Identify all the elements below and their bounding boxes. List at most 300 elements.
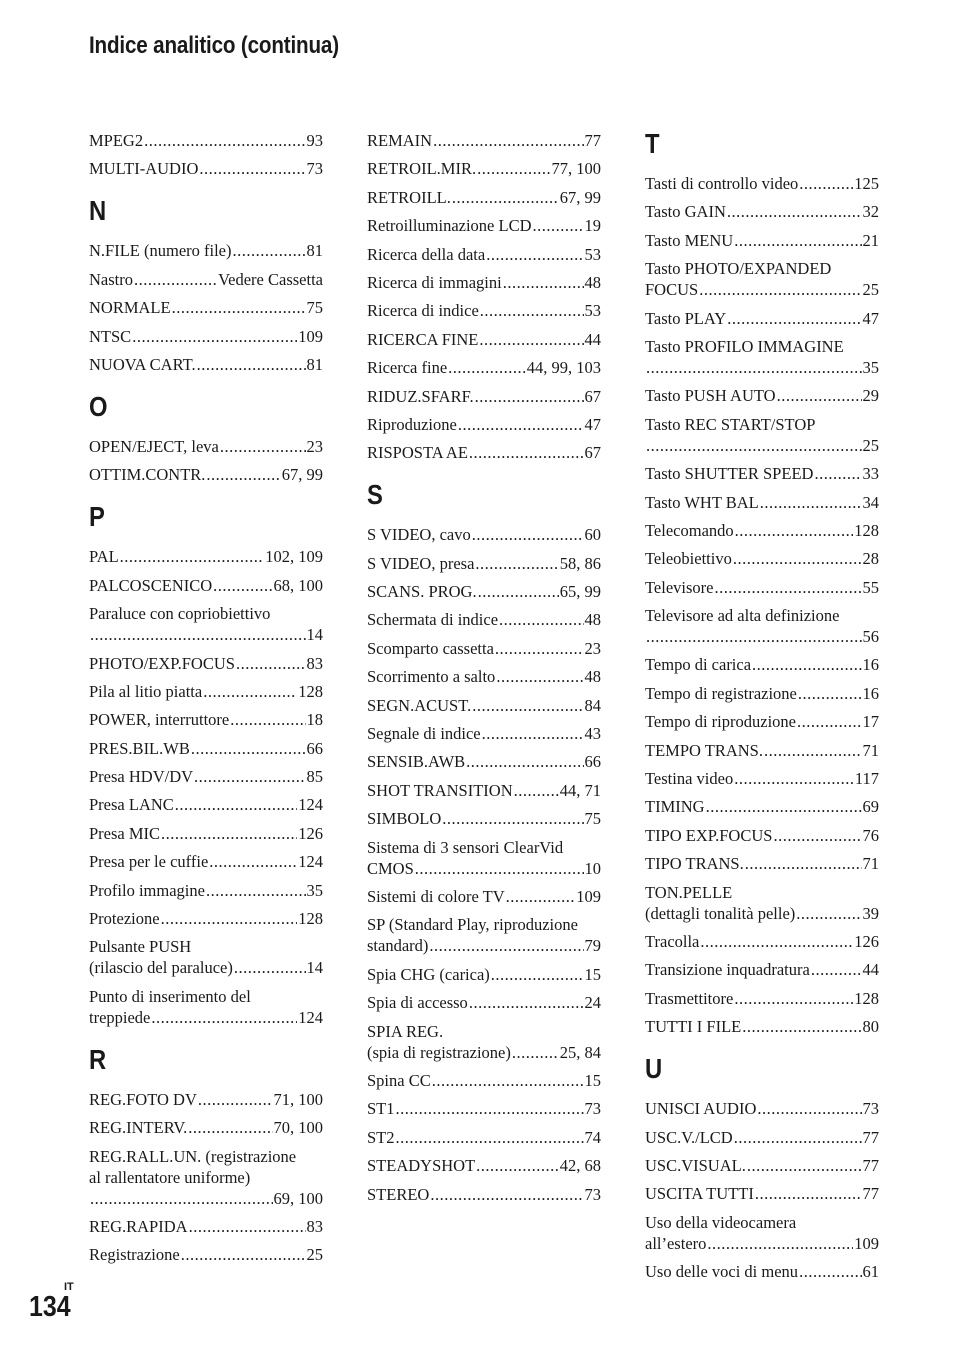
entry-page-ref: 124 [298, 852, 323, 872]
entry-page-ref: 14 [306, 958, 323, 978]
leader-dots [755, 1183, 862, 1204]
leader-dots [415, 858, 584, 879]
entry-page-ref: 47 [862, 308, 879, 328]
entry-text: Testina video [645, 769, 734, 789]
entry-page-ref: 25 [306, 1245, 323, 1265]
entry-page-ref: 19 [584, 216, 601, 236]
index-entry [367, 886, 601, 907]
entry-text: NTSC [89, 326, 132, 346]
entry-text: Presa LANC [89, 795, 174, 815]
index-section [89, 197, 323, 375]
entry-text: SCANS. PROG. [367, 582, 477, 602]
leader-dots [727, 308, 861, 329]
leader-dots [199, 158, 305, 179]
entry-page-ref: 21 [862, 230, 879, 250]
entry-page-ref: 24 [584, 993, 601, 1013]
section-letter: S [367, 479, 383, 511]
entry-text: (rilascio del paraluce) [89, 958, 233, 978]
index-entry [89, 297, 323, 318]
entry-page-ref: 73 [306, 159, 323, 179]
entry-page-ref: 48 [584, 272, 601, 292]
leader-dots [733, 548, 862, 569]
index-entry [367, 414, 601, 435]
index-entry [89, 936, 323, 978]
index-entry [367, 329, 601, 350]
entry-page-ref: 128 [298, 909, 323, 929]
entry-page-ref: 69 [862, 797, 879, 817]
entry-page-ref: 80 [862, 1017, 879, 1037]
entry-text: standard) [367, 936, 429, 956]
leader-dots [491, 964, 584, 985]
index-entry [367, 695, 601, 716]
index-entry [367, 837, 601, 879]
entry-text: Tracolla [645, 931, 700, 951]
entry-page-ref: 47 [584, 414, 601, 434]
index-entry [367, 215, 601, 236]
leader-dots [480, 300, 584, 321]
leader-dots [198, 1089, 273, 1110]
leader-dots [799, 173, 853, 194]
index-entry [89, 709, 323, 730]
entry-page-ref: 109 [298, 326, 323, 346]
entry-text: Tasto PUSH AUTO [645, 386, 776, 406]
entry-text: UNISCI AUDIO [645, 1099, 757, 1119]
index-entry [89, 908, 323, 929]
index-entry [367, 130, 601, 151]
index-entry [645, 336, 879, 378]
index-entry [645, 414, 879, 456]
entry-page-ref: 117 [854, 769, 879, 789]
leader-dots [469, 442, 584, 463]
entry-text: OTTIM.CONTR. [89, 465, 206, 485]
leader-dots [752, 654, 861, 675]
entry-page-ref: 65, 99 [559, 582, 601, 602]
leader-dots [706, 796, 862, 817]
index-entry [645, 931, 879, 952]
entry-page-ref: 15 [584, 1070, 601, 1090]
entry-text: ST2 [367, 1127, 395, 1147]
index-column-2 [367, 130, 601, 1212]
entry-text: (dettagli tonalità pelle) [645, 903, 796, 923]
index-entry [89, 794, 323, 815]
index-entry [645, 1261, 879, 1282]
leader-dots [90, 1188, 273, 1209]
index-entry [367, 357, 601, 378]
entry-page-ref: 28 [862, 549, 879, 569]
index-entry [645, 740, 879, 761]
entry-page-ref: 73 [584, 1184, 601, 1204]
entry-text: Tempo di registrazione [645, 683, 797, 703]
index-entry [89, 681, 323, 702]
leader-dots [448, 357, 526, 378]
entry-page-ref: 102, 109 [265, 547, 323, 567]
entry-page-ref: 109 [854, 1233, 879, 1253]
leader-dots [512, 1042, 559, 1063]
section-letter: N [89, 195, 107, 227]
entry-text: USC.VISUAL. [645, 1155, 746, 1175]
leader-dots [161, 908, 298, 929]
entry-text: treppiede [89, 1007, 151, 1027]
entry-text-line: TON.PELLE [645, 882, 733, 902]
entry-page-ref: 81 [306, 354, 323, 374]
entry-text: POWER, interruttore [89, 710, 230, 730]
section-letter: O [89, 390, 108, 422]
leader-dots [230, 709, 305, 730]
leader-dots [197, 354, 306, 375]
entry-page-ref: 81 [306, 241, 323, 261]
leader-dots [475, 553, 558, 574]
leader-dots [458, 414, 584, 435]
entry-page-ref: 16 [862, 655, 879, 675]
index-section [645, 130, 879, 1037]
index-entry [645, 768, 879, 789]
index-entry [89, 326, 323, 347]
leader-dots [646, 626, 862, 647]
leader-dots [811, 959, 862, 980]
index-entry [367, 992, 601, 1013]
entry-text: Retroilluminazione LCD [367, 216, 532, 236]
entry-text: ST1 [367, 1099, 395, 1119]
entry-text: TEMPO TRANS. [645, 740, 763, 760]
entry-text: SEGN.ACUST. [367, 695, 472, 715]
leader-dots [234, 957, 306, 978]
index-entry [89, 1089, 323, 1110]
entry-text: NUOVA CART. [89, 354, 196, 374]
index-entry [367, 300, 601, 321]
entry-page-ref: 48 [584, 610, 601, 630]
entry-page-ref: 109 [576, 886, 601, 906]
entry-text: Pila al litio piatta [89, 681, 203, 701]
entry-text: RETROILL. [367, 187, 451, 207]
index-entry [645, 230, 879, 251]
leader-dots [798, 683, 862, 704]
entry-text-line: al rallentatore uniforme) [89, 1167, 251, 1187]
leader-dots [799, 1261, 861, 1282]
index-entry [89, 603, 323, 645]
entry-text: SHOT TRANSITION [367, 780, 513, 800]
entry-text-line: Pulsante PUSH [89, 937, 192, 957]
leader-dots [797, 711, 862, 732]
entry-text: CMOS [367, 858, 414, 878]
leader-dots [236, 653, 306, 674]
leader-dots [499, 609, 583, 630]
entry-page-ref: 10 [584, 858, 601, 878]
leader-dots [134, 269, 217, 290]
leader-dots [452, 187, 559, 208]
entry-page-ref: 23 [306, 436, 323, 456]
index-entry [367, 1098, 601, 1119]
page-header-title: Indice analitico (continua) [89, 32, 339, 59]
entry-page-ref: 17 [862, 712, 879, 732]
entry-text: TIPO TRANS. [645, 854, 744, 874]
entry-text: Tasto SHUTTER SPEED [645, 464, 814, 484]
leader-dots [209, 851, 297, 872]
entry-page-ref: 77, 100 [551, 159, 601, 179]
entry-page-ref: 16 [862, 683, 879, 703]
entry-page-ref: 67 [584, 443, 601, 463]
index-entry [89, 986, 323, 1028]
entry-text-line: SPIA REG. [367, 1021, 444, 1041]
entry-text: NORMALE [89, 298, 171, 318]
entry-page-ref: 67, 99 [281, 465, 323, 485]
entry-text: Uso delle voci di menu [645, 1262, 799, 1282]
entry-page-ref: 75 [584, 809, 601, 829]
entry-text: Tasto PLAY [645, 308, 727, 328]
index-entry [367, 442, 601, 463]
entry-text: Riproduzione [367, 414, 457, 434]
index-section [89, 130, 323, 179]
entry-page-ref: 15 [584, 964, 601, 984]
leader-dots [469, 992, 584, 1013]
index-entry [89, 546, 323, 567]
entry-text: REG.FOTO DV [89, 1089, 197, 1109]
index-entry [89, 464, 323, 485]
entry-text: Trasmettitore [645, 988, 734, 1008]
entry-page-ref: 69, 100 [273, 1188, 323, 1208]
leader-dots [503, 272, 584, 293]
index-entry [645, 853, 879, 874]
entry-text: PRES.BIL.WB [89, 738, 190, 758]
entry-page-ref: 67 [584, 386, 601, 406]
entry-page-ref: 25, 84 [559, 1042, 601, 1062]
leader-dots [699, 279, 861, 300]
entry-page-ref: 29 [862, 386, 879, 406]
entry-page-ref: 68, 100 [273, 575, 323, 595]
index-entry [645, 173, 879, 194]
index-entry [645, 308, 879, 329]
leader-dots [442, 808, 583, 829]
entry-text: Registrazione [89, 1245, 180, 1265]
section-letter: P [89, 501, 105, 533]
leader-dots [472, 524, 584, 545]
leader-dots [646, 435, 862, 456]
index-entry [89, 354, 323, 375]
index-entry [645, 988, 879, 1009]
leader-dots [727, 201, 862, 222]
entry-page-ref: 60 [584, 525, 601, 545]
index-entry [367, 158, 601, 179]
entry-page-ref: 77 [862, 1184, 879, 1204]
entry-page-ref: 71, 100 [273, 1089, 323, 1109]
index-entry [367, 914, 601, 956]
leader-dots [191, 738, 306, 759]
entry-page-ref: 84 [584, 695, 601, 715]
entry-text: Spia CHG (carica) [367, 964, 490, 984]
entry-text: TUTTI I FILE [645, 1017, 742, 1037]
entry-text: Profilo immagine [89, 880, 205, 900]
leader-dots [734, 230, 861, 251]
entry-text: USC.V./LCD [645, 1127, 733, 1147]
entry-page-ref: 25 [862, 435, 879, 455]
entry-page-ref: 128 [298, 681, 323, 701]
entry-page-ref: 44 [584, 329, 601, 349]
leader-dots [220, 436, 306, 457]
entry-page-ref: 71 [862, 854, 879, 874]
index-entry [645, 1098, 879, 1119]
index-column-1 [89, 130, 323, 1273]
entry-page-ref: 85 [306, 767, 323, 787]
leader-dots [478, 581, 559, 602]
entry-page-ref: Vedere Cassetta [218, 269, 323, 289]
index-entry [367, 751, 601, 772]
index-entry [367, 780, 601, 801]
leader-dots [734, 1127, 862, 1148]
entry-text: Ricerca di indice [367, 301, 479, 321]
entry-text: Presa MIC [89, 823, 161, 843]
entry-page-ref: 126 [854, 931, 879, 951]
index-entry [645, 711, 879, 732]
entry-page-ref: 125 [854, 174, 879, 193]
entry-text: STEREO [367, 1184, 430, 1204]
index-entry [89, 158, 323, 179]
leader-dots [735, 520, 854, 541]
entry-text-line: Uso della videocamera [645, 1212, 797, 1232]
entry-text: PHOTO/EXP.FOCUS [89, 653, 235, 673]
page-number: 134 [29, 1291, 71, 1323]
entry-text: MULTI-AUDIO [89, 159, 199, 179]
leader-dots [707, 1233, 853, 1254]
entry-text: Ricerca fine [367, 358, 448, 378]
entry-page-ref: 14 [306, 625, 323, 645]
leader-dots [814, 463, 861, 484]
entry-page-ref: 53 [584, 301, 601, 321]
leader-dots [796, 903, 861, 924]
index-entry [645, 201, 879, 222]
leader-dots [181, 1244, 306, 1265]
entry-page-ref: 32 [862, 202, 879, 222]
entry-text: Teleobiettivo [645, 549, 732, 569]
entry-page-ref: 25 [862, 280, 879, 300]
entry-text-line: Paraluce con copriobiettivo [89, 604, 271, 624]
leader-dots [533, 215, 584, 236]
leader-dots [188, 1117, 272, 1138]
entry-text: Tasti di controllo video [645, 174, 799, 193]
entry-text: S VIDEO, presa [367, 553, 475, 573]
entry-page-ref: 35 [862, 357, 879, 377]
entry-text: Scorrimento a salto [367, 667, 496, 687]
leader-dots [479, 329, 583, 350]
entry-page-ref: 77 [584, 131, 601, 150]
entry-page-ref: 44 [862, 960, 879, 980]
index-entry [645, 463, 879, 484]
index-entry [367, 638, 601, 659]
entry-page-ref: 76 [862, 825, 879, 845]
index-entry [367, 964, 601, 985]
entry-page-ref: 73 [584, 1099, 601, 1119]
index-column-3 [645, 130, 879, 1290]
index-entry [645, 1155, 879, 1176]
entry-page-ref: 48 [584, 667, 601, 687]
index-entry [367, 1184, 601, 1205]
index-entry [367, 386, 601, 407]
leader-dots [396, 1127, 584, 1148]
page-language-suffix: IT [64, 1281, 74, 1293]
index-entry [645, 1183, 879, 1204]
leader-dots [430, 1184, 583, 1205]
leader-dots [429, 935, 583, 956]
entry-page-ref: 39 [862, 903, 879, 923]
index-entry [645, 520, 879, 541]
leader-dots [206, 464, 280, 485]
index-entry [89, 240, 323, 261]
leader-dots [760, 492, 862, 513]
index-entry [367, 581, 601, 602]
index-entry [367, 666, 601, 687]
leader-dots [189, 1216, 306, 1237]
entry-page-ref: 66 [584, 752, 601, 772]
entry-page-ref: 79 [584, 936, 601, 956]
leader-dots [213, 575, 272, 596]
entry-text: Televisore [645, 577, 714, 597]
leader-dots [646, 357, 862, 378]
index-entry [89, 738, 323, 759]
entry-page-ref: 75 [306, 298, 323, 318]
leader-dots [472, 695, 583, 716]
entry-page-ref: 67, 99 [559, 187, 601, 207]
leader-dots [764, 740, 862, 761]
leader-dots [203, 681, 297, 702]
entry-page-ref: 73 [862, 1099, 879, 1119]
entry-text-line: Tasto PHOTO/EXPANDED [645, 259, 832, 279]
entry-text: RICERCA FINE [367, 329, 479, 349]
entry-text: RIDUZ.SFARF. [367, 386, 474, 406]
index-entry [367, 553, 601, 574]
entry-text: USCITA TUTTI [645, 1184, 754, 1204]
index-entry [367, 1070, 601, 1091]
entry-page-ref: 23 [584, 638, 601, 658]
leader-dots [233, 240, 306, 261]
entry-text: REMAIN [367, 131, 433, 150]
entry-text: SIMBOLO [367, 809, 442, 829]
leader-dots [476, 1155, 559, 1176]
index-entry [367, 1155, 601, 1176]
entry-page-ref: 126 [298, 823, 323, 843]
index-entry [367, 524, 601, 545]
entry-text: REG.INTERV. [89, 1118, 188, 1138]
entry-text: STEADYSHOT [367, 1156, 476, 1176]
entry-text: Tempo di riproduzione [645, 712, 796, 732]
leader-dots [742, 1016, 861, 1037]
entry-page-ref: 128 [854, 520, 879, 540]
entry-page-ref: 124 [298, 795, 323, 815]
entry-text: PAL [89, 547, 119, 567]
index-entry [89, 436, 323, 457]
index-section [89, 503, 323, 1027]
leader-dots [514, 780, 559, 801]
entry-text: Transizione inquadratura [645, 960, 810, 980]
leader-dots [777, 385, 862, 406]
leader-dots [396, 1098, 584, 1119]
index-entry [89, 823, 323, 844]
index-entry [367, 609, 601, 630]
index-section [645, 1055, 879, 1282]
leader-dots [433, 130, 583, 151]
entry-text: SENSIB.AWB [367, 752, 466, 772]
leader-dots [466, 751, 583, 772]
entry-page-ref: 124 [298, 1007, 323, 1027]
entry-text: RETROIL.MIR. [367, 159, 477, 179]
entry-text: Spia di accesso [367, 993, 468, 1013]
entry-text: Presa HDV/DV [89, 767, 194, 787]
leader-dots [151, 1007, 297, 1028]
entry-text-line: Sistema di 3 sensori ClearVid [367, 837, 564, 857]
entry-text-line: Tasto PROFILO IMMAGINE [645, 336, 844, 356]
index-entry [645, 577, 879, 598]
entry-text: REG.RAPIDA [89, 1216, 188, 1236]
index-entry [89, 1146, 323, 1209]
entry-text: Tasto MENU [645, 230, 734, 250]
entry-page-ref: 53 [584, 244, 601, 264]
